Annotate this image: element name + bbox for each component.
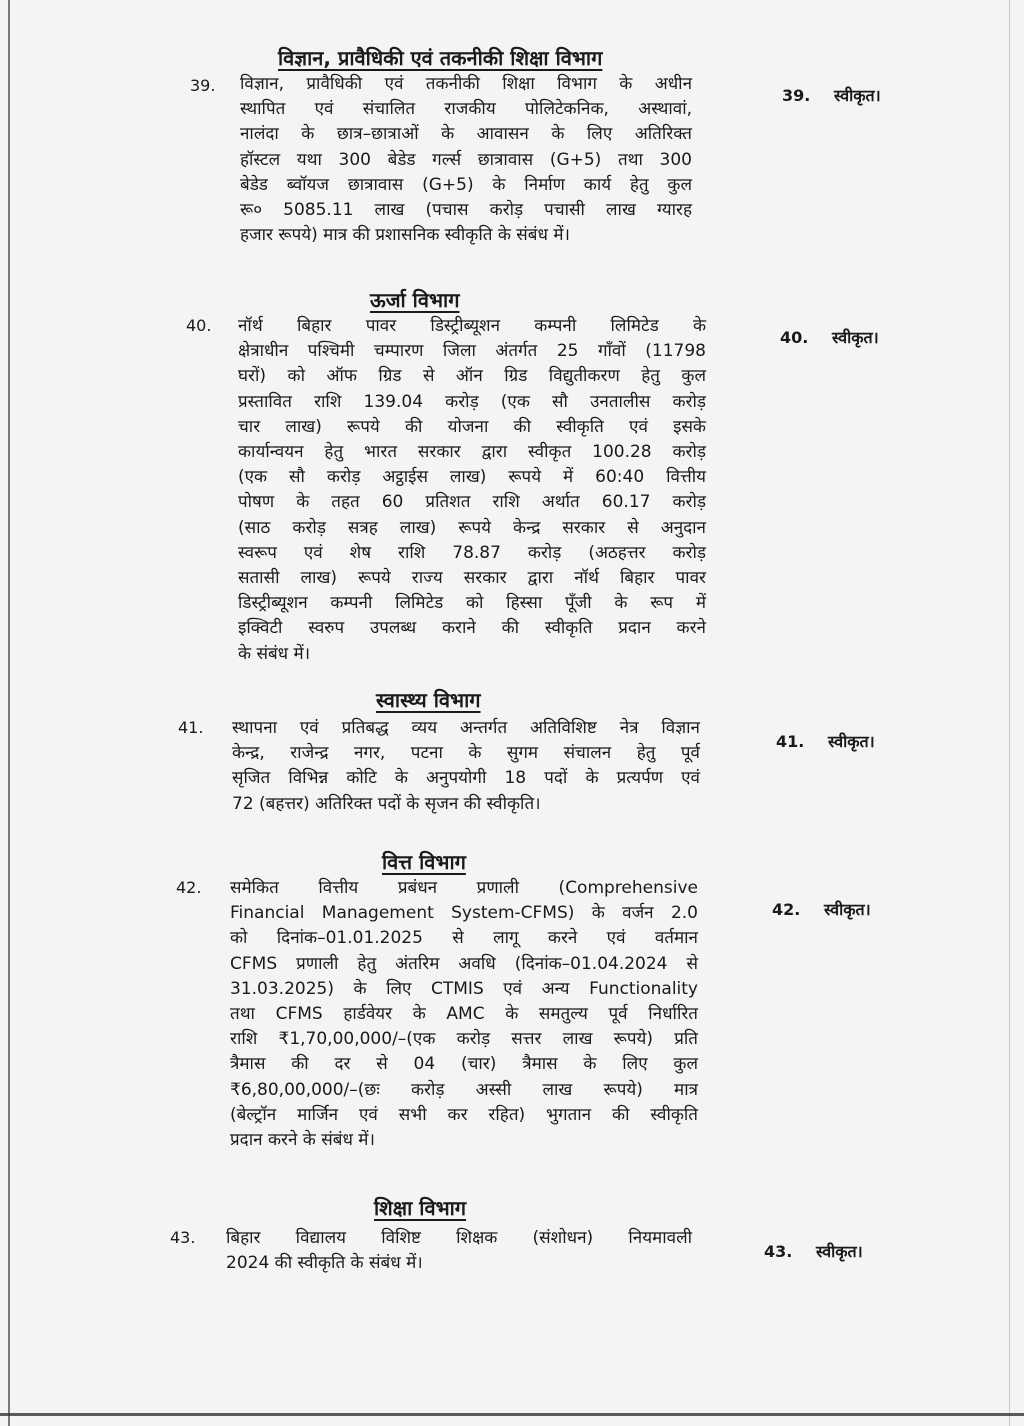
text-line: सृजित विभिन्न कोटि के अनुपयोगी 18 पदों के प्रत्यर्पण एवं (232, 768, 700, 789)
decision-40 (780, 326, 879, 348)
text-line: 31.03.2025) के लिए CTMIS एवं अन्य Functionality (230, 978, 698, 999)
text-line: बेडेड ब्वॉयज छात्रावास (G+5) के निर्माण कार्य हेतु कुल (240, 174, 692, 195)
text-line: रू० 5085.11 लाख (पचास करोड़ पचासी लाख ग्यारह (240, 200, 692, 221)
text-line: प्रस्तावित राशि 139.04 करोड़ (एक सौ उनतालीस करोड़ (238, 391, 706, 412)
department-heading-education: शिक्षा विभाग (374, 1196, 467, 1220)
department-heading-health: स्वास्थ्य विभाग (376, 688, 481, 712)
text-line: केन्द्र, राजेन्द्र नगर, पटना के सुगम संचालन हेतु पूर्व (232, 743, 700, 764)
text-line: 2024 की स्वीकृति के संबंध में। (226, 1253, 423, 1274)
text-line: Financial Management System-CFMS) के वर्जन 2.0 (230, 903, 698, 924)
decision-number: 42. (772, 900, 801, 919)
item-number: 42. (176, 878, 202, 897)
text-line: डिस्ट्रीब्यूशन कम्पनी लिमिटेड को हिस्सा पूँजी के रूप में (238, 593, 706, 614)
decision-number: 43. (764, 1242, 793, 1261)
text-line: स्थापना एवं प्रतिबद्ध व्यय अन्तर्गत अतिविशिष्ट नेत्र विज्ञान (232, 718, 700, 738)
scan-edge-left (8, 0, 10, 1426)
decision-status: स्वीकृत। (834, 86, 881, 105)
item-number: 39. (190, 76, 216, 95)
item-text-39 (240, 72, 692, 248)
department-heading-finance: वित्त विभाग (382, 850, 466, 874)
decision-status: स्वीकृत। (832, 328, 879, 347)
text-line: क्षेत्राधीन पश्चिमी चम्पारण जिला अंतर्गत 25 गाँवों (11798 (238, 341, 706, 362)
text-line: (एक सौ करोड़ अट्ठाईस लाख) रूपये में 60:40 वित्तीय (238, 467, 706, 488)
text-line: स्थापित एवं संचालित राजकीय पोलिटेकनिक, अस्थावां, (240, 99, 692, 120)
item-number: 40. (186, 316, 212, 335)
decision-41 (776, 730, 875, 752)
text-line: ₹6,80,00,000/–(छः करोड़ अस्सी लाख रूपये) मात्र (230, 1079, 698, 1100)
text-line: को दिनांक–01.01.2025 से लागू करने एवं वर्तमान (230, 928, 698, 949)
text-line: विज्ञान, प्रावैधिकी एवं तकनीकी शिक्षा विभाग के अधीन (240, 74, 692, 94)
department-heading-science: विज्ञान, प्रावैधिकी एवं तकनीकी शिक्षा विभाग (278, 46, 603, 70)
decision-43 (764, 1240, 863, 1262)
decision-number: 39. (782, 86, 811, 105)
text-line: (बेल्ट्रॉन मार्जिन एवं सभी कर रहित) भुगतान की स्वीकृति (230, 1104, 698, 1125)
scan-edge-bottom (0, 1413, 1024, 1416)
text-line: हजार रूपये) मात्र की प्रशासनिक स्वीकृति के संबंध में। (240, 225, 570, 246)
scan-edge-right (1009, 0, 1010, 1426)
text-line: राशि ₹1,70,00,000/–(एक करोड़ सत्तर लाख रूपये) प्रति (230, 1029, 698, 1050)
text-line: प्रदान करने के संबंध में। (230, 1130, 375, 1151)
decision-number: 40. (780, 328, 809, 347)
text-line: 72 (बहत्तर) अतिरिक्त पदों के सृजन की स्वीकृति। (232, 793, 541, 814)
decision-number: 41. (776, 732, 805, 751)
text-line: कार्यान्वयन हेतु भारत सरकार द्वारा स्वीकृत 100.28 करोड़ (238, 442, 706, 463)
text-line: के संबंध में। (238, 643, 311, 664)
item-text-40 (238, 314, 706, 667)
text-line: स्वरूप एवं शेष राशि 78.87 करोड़ (अठहत्तर करोड़ (238, 542, 706, 563)
decision-39 (782, 84, 881, 106)
item-number: 41. (178, 718, 204, 737)
text-line: नॉर्थ बिहार पावर डिस्ट्रीब्यूशन कम्पनी लिमिटेड के (238, 316, 706, 336)
decision-status: स्वीकृत। (816, 1242, 863, 1261)
department-heading-energy: ऊर्जा विभाग (370, 288, 460, 312)
text-line: हॉस्टल यथा 300 बेडेड गर्ल्स छात्रावास (G+5) तथा 300 (240, 149, 692, 170)
text-line: नालंदा के छात्र–छात्राओं के आवासन के लिए अतिरिक्त (240, 124, 692, 145)
text-line: सतासी लाख) रूपये राज्य सरकार द्वारा नॉर्थ बिहार पावर (238, 568, 706, 589)
text-line: CFMS प्रणाली हेतु अंतरिम अवधि (दिनांक–01.04.2024 से (230, 953, 698, 974)
text-line: घरों) को ऑफ ग्रिड से ऑन ग्रिड विद्युतीकरण हेतु कुल (238, 366, 706, 387)
text-line: तथा CFMS हार्डवेयर के AMC के समतुल्य पूर्व निर्धारित (230, 1004, 698, 1025)
text-line: (साठ करोड़ सत्रह लाख) रूपये केन्द्र सरकार से अनुदान (238, 517, 706, 538)
decision-42 (772, 898, 871, 920)
decision-status: स्वीकृत। (828, 732, 875, 751)
text-line: चार लाख) रूपये की योजना की स्वीकृति एवं इसके (238, 416, 706, 437)
text-line: समेकित वित्तीय प्रबंधन प्रणाली (Comprehensive (230, 878, 698, 898)
text-line: इक्विटी स्वरुप उपलब्ध कराने की स्वीकृति प्रदान करने (238, 618, 706, 639)
decision-status: स्वीकृत। (824, 900, 871, 919)
item-text-43 (226, 1226, 692, 1276)
text-line: पोषण के तहत 60 प्रतिशत राशि अर्थात 60.17 करोड़ (238, 492, 706, 513)
item-number: 43. (170, 1228, 196, 1247)
item-text-42 (230, 876, 698, 1153)
text-line: बिहार विद्यालय विशिष्ट शिक्षक (संशोधन) नियमावली (226, 1228, 692, 1248)
item-text-41 (232, 716, 700, 817)
text-line: त्रैमास की दर से 04 (चार) त्रैमास के लिए कुल (230, 1054, 698, 1075)
